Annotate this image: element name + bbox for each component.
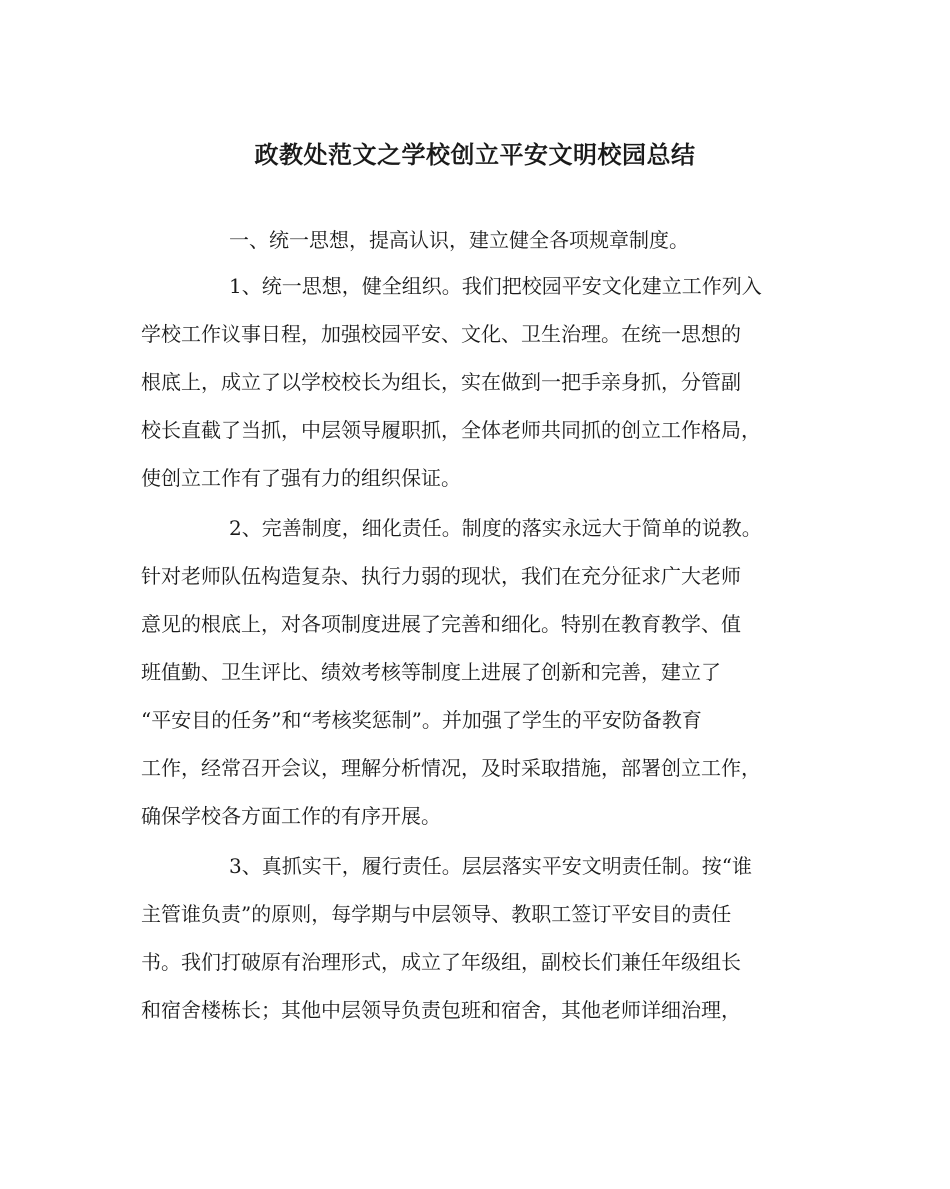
paragraph-line: 班值勤、卫生评比、绩效考核等制度上进展了创新和完善，建立了 bbox=[141, 660, 721, 684]
paragraph-line: 确保学校各方面工作的有序开展。 bbox=[141, 804, 441, 828]
paragraph-1 bbox=[141, 216, 811, 264]
paragraph-line: 针对老师队伍构造复杂、执行力弱的现状，我们在充分征求广大老师 bbox=[141, 564, 741, 588]
paragraph-line: 根底上，成立了以学校校长为组长，实在做到一把手亲身抓，分管副 bbox=[141, 370, 741, 394]
paragraph-2 bbox=[141, 262, 811, 502]
paragraph-line: 3、真抓实干，履行责任。层层落实平安文明责任制。按“谁 bbox=[229, 854, 752, 878]
paragraph-line: 书。我们打破原有治理形式，成立了年级组，副校长们兼任年级组长 bbox=[141, 950, 741, 974]
paragraph-line: 1、统一思想，健全组织。我们把校园平安文化建立工作列入 bbox=[229, 274, 762, 298]
paragraph-4 bbox=[141, 842, 811, 1034]
paragraph-line: 学校工作议事日程，加强校园平安、文化、卫生治理。在统一思想的 bbox=[141, 322, 741, 346]
paragraph-line: 意见的根底上，对各项制度进展了完善和细化。特别在教育教学、值 bbox=[141, 612, 741, 636]
paragraph-line: 和宿舍楼栋长；其他中层领导负责包班和宿舍，其他老师详细治理， bbox=[141, 998, 741, 1022]
document-title: 政教处范文之学校创立平安文明校园总结 bbox=[254, 140, 696, 169]
paragraph-3 bbox=[141, 504, 811, 840]
paragraph-line: 校长直截了当抓，中层领导履职抓，全体老师共同抓的创立工作格局， bbox=[141, 418, 761, 442]
paragraph-line: 工作，经常召开会议，理解分析情况，及时采取措施，部署创立工作， bbox=[141, 756, 761, 780]
paragraph-line: 一、统一思想，提高认识，建立健全各项规章制度。 bbox=[229, 228, 689, 252]
paragraph-line: 使创立工作有了强有力的组织保证。 bbox=[141, 466, 461, 490]
paragraph-line: 2、完善制度，细化责任。制度的落实永远大于简单的说教。 bbox=[229, 516, 762, 540]
paragraph-line: 主管谁负责”的原则，每学期与中层领导、教职工签订平安目的责任 bbox=[141, 902, 732, 926]
paragraph-line: “平安目的任务”和“考核奖惩制”。并加强了学生的平安防备教育 bbox=[141, 708, 702, 732]
